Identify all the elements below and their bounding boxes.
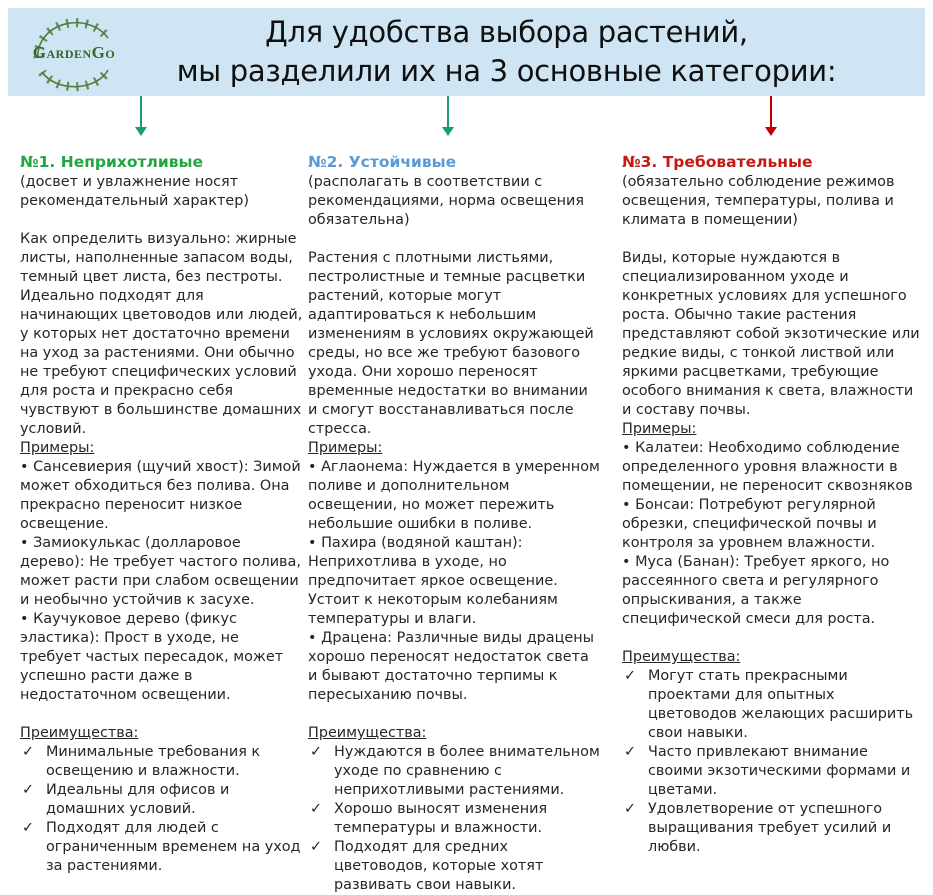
example-item: • Муса (Банан): Требует яркого, но рассеянного света и регулярного опрыскивания, а также специфической смеси для роста. [622, 553, 921, 629]
example-item: • Сансевиерия (щучий хвост): Зимой может обходиться без полива. Она прекрасно переносит низкое освещение. [20, 458, 303, 534]
advantage-text: Нуждаются в более внимательном уходе по сравнению с неприхотливыми растениями. [334, 744, 600, 798]
checkmark-icon: ✓ [624, 801, 637, 817]
header-banner [8, 8, 925, 96]
gardengo-logo [22, 12, 126, 92]
advantages-label: Преимущества: [622, 649, 741, 665]
arrow-category-2-icon [442, 96, 454, 138]
advantage-item [622, 800, 921, 857]
advantage-item [308, 838, 601, 895]
advantages-label: Преимущества: [308, 725, 427, 741]
advantage-item [20, 743, 303, 781]
examples-list [20, 458, 303, 705]
checkmark-icon: ✓ [310, 744, 323, 760]
arrow-category-1-icon [135, 96, 147, 138]
checkmark-icon: ✓ [310, 801, 323, 817]
advantage-text: Идеальны для офисов и домашних условий. [46, 782, 230, 817]
example-item: • Аглаонема: Нуждается в умеренном поливе и дополнительном освещении, но может пережить небольшие ошибки в поливе. [308, 458, 601, 534]
category-column [308, 152, 601, 895]
examples-label: Примеры: [622, 421, 697, 437]
example-item: • Каучуковое дерево (фикус эластика): Прост в уходе, не требует частых пересадок, может успешно расти даже в недостаточном освещении. [20, 610, 303, 705]
advantage-text: Могут стать прекрасными проектами для опытных цветоводов желающих расширить свои навыки. [648, 668, 914, 741]
advantages-list [20, 743, 303, 876]
examples-list [308, 458, 601, 705]
logo-text: GardenGo [32, 43, 116, 62]
page-title-line2: мы разделили их на 3 основные категории: [176, 54, 837, 88]
example-item: • Замиокулькас (долларовое дерево): Не требует частого полива, может расти при слабом освещении и необычно устойчив к засухе. [20, 534, 303, 610]
category-description: Растения с плотными листьями, пестролистные и темные расцветки растений, которые могут адаптироваться к небольшим изменениям в условиях окружающей среды, но все же требуют базового ухода. Они хорошо переносят временные недостатки во внимании и смогут восстанавливаться после стресса. [308, 250, 594, 437]
advantage-item [20, 781, 303, 819]
advantage-text: Минимальные требования к освещению и влажности. [46, 744, 261, 779]
advantage-text: Подходят для средних цветоводов, которые хотят развивать свои навыки. [334, 839, 544, 893]
page-title-line1: Для удобства выбора растений, [265, 15, 748, 49]
advantages-label: Преимущества: [20, 725, 139, 741]
checkmark-icon: ✓ [624, 668, 637, 684]
checkmark-icon: ✓ [22, 820, 35, 836]
arrow-category-3-icon [765, 96, 777, 138]
advantage-item [622, 743, 921, 800]
checkmark-icon: ✓ [624, 744, 637, 760]
category-subtitle: (досвет и увлажнение носят рекомендательный характер) [20, 174, 249, 209]
advantages-list [622, 667, 921, 857]
category-description: Как определить визуально: жирные листы, наполненные запасом воды, темный цвет листа, без пестроты. Идеально подходят для начинающих цветоводов или людей, у которых нет достаточно времени на уход за растениями. Они обычно не требуют специфических условий для роста и прекрасно себя чувствуют в большинстве домашних условий. [20, 231, 303, 437]
example-item: • Драцена: Различные виды драцены хорошо переносят недостаток света и бывают достаточно терпимы к пересыханию почвы. [308, 629, 601, 705]
examples-label: Примеры: [20, 440, 95, 456]
advantage-text: Часто привлекают внимание своими экзотическими формами и цветами. [648, 744, 911, 798]
advantage-item [622, 667, 921, 743]
checkmark-icon: ✓ [22, 744, 35, 760]
category-title: №1. Неприхотливые [20, 153, 204, 171]
advantage-item [308, 743, 601, 800]
advantage-item [20, 819, 303, 876]
page-title [128, 12, 885, 92]
checkmark-icon: ✓ [22, 782, 35, 798]
category-title: №3. Требовательные [622, 153, 813, 171]
checkmark-icon: ✓ [310, 839, 323, 855]
examples-label: Примеры: [308, 440, 383, 456]
advantage-text: Удовлетворение от успешного выращивания требует усилий и любви. [648, 801, 892, 855]
advantage-text: Подходят для людей с ограниченным временем на уход за растениями. [46, 820, 301, 874]
advantages-list [308, 743, 601, 895]
advantage-item [308, 800, 601, 838]
example-item: • Бонсаи: Потребуют регулярной обрезки, специфической почвы и контроля за уровнем влажности. [622, 496, 921, 553]
advantage-text: Хорошо выносят изменения температуры и влажности. [334, 801, 548, 836]
category-description: Виды, которые нуждаются в специализированном уходе и конкретных условиях для успешного роста. Обычно такие растения представляют собой экзотические или редкие виды, с тонкой листвой или яркими расцветками, требующие особого внимания к света, влажности и составу почвы. [622, 250, 920, 418]
category-title: №2. Устойчивые [308, 153, 457, 171]
category-subtitle: (располагать в соответствии с рекомендациями, норма освещения обязательна) [308, 174, 585, 228]
category-subtitle: (обязательно соблюдение режимов освещения, температуры, полива и климата в помещении) [622, 174, 895, 228]
examples-list [622, 439, 921, 629]
category-column [20, 152, 303, 876]
example-item: • Пахира (водяной каштан): Неприхотлива в уходе, но предпочитает яркое освещение. Устоит к некоторым колебаниям температуры и влаги. [308, 534, 601, 629]
category-column [622, 152, 921, 857]
example-item: • Калатеи: Необходимо соблюдение определенного уровня влажности в помещении, не переносит сквозняков [622, 439, 921, 496]
